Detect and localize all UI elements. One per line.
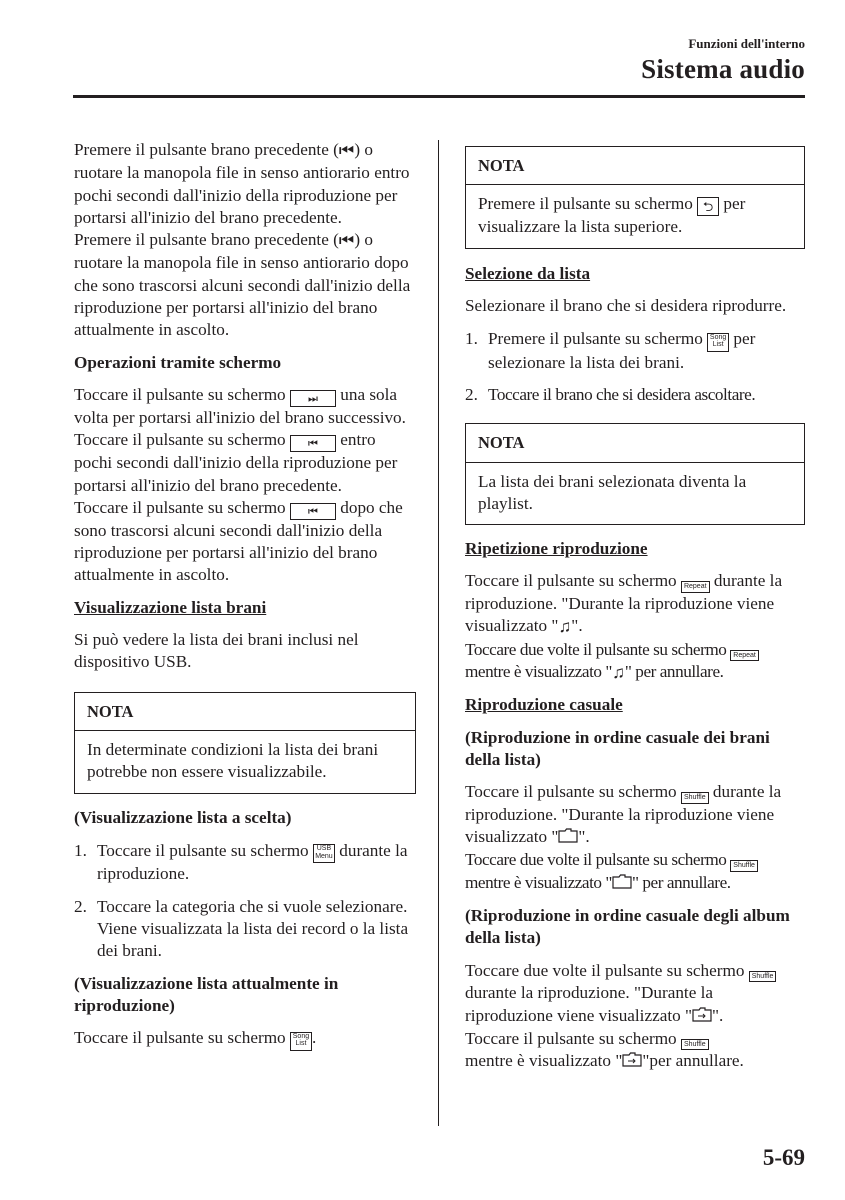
text: ". (578, 827, 590, 847)
folder-icon (558, 827, 578, 849)
text: Toccare due volte il pulsante su schermo (465, 960, 749, 980)
text: Toccare il pulsante su schermo (97, 840, 313, 860)
text: mentre è visualizzato " (465, 662, 612, 682)
heading-operazioni: Operazioni tramite schermo (74, 352, 282, 372)
heading-ripetizione: Ripetizione riproduzione (465, 539, 648, 559)
shuffle-button-icon: Shuffle (681, 792, 709, 804)
text: per selezionare la lista dei brani. (488, 329, 756, 372)
label: USB (316, 845, 332, 853)
section-header: Funzioni dell'interno (688, 36, 805, 51)
text: durante la riproduzione. "Durante la riproduzione viene visualizzato " (465, 571, 783, 636)
paragraph-prev-onscreen (74, 429, 416, 497)
paragraph-usb-list: Si può vedere la lista dei brani inclusi nel dispositivo USB. (74, 630, 359, 672)
label: Menu (315, 852, 333, 860)
steps-list (74, 840, 416, 963)
steps-list (465, 328, 805, 406)
repeat-note-icon: ♫ (558, 617, 572, 637)
text: durante la riproduzione. "Durante la riproduzione viene visualizzato " (465, 782, 782, 847)
left-column (74, 139, 416, 1051)
shuffle-button-icon: Shuffle (730, 860, 758, 872)
text: ". (712, 1005, 724, 1025)
page-number: 5-69 (762, 1145, 805, 1170)
text: ) o ruotare la manopola file in senso antiorario dopo che sono trascorsi alcuni secondi dall'inizio della riproduzione per portarsi all'inizio del brano attualmente in ascolto. (74, 230, 411, 340)
header-rule (73, 95, 805, 98)
note-heading: NOTA (466, 147, 804, 185)
paragraph-shuffle-tracks (465, 781, 805, 895)
paragraph-restart-onscreen (74, 497, 416, 587)
shuffle-button-icon: Shuffle (749, 971, 777, 983)
text: ". (571, 616, 583, 636)
text: Toccare due volte il pulsante su schermo (465, 850, 731, 870)
text: Toccare il pulsante su schermo (74, 1028, 290, 1048)
text: Toccare il pulsante su schermo (74, 497, 290, 517)
text: ) o ruotare la manopola file in senso antiorario entro pochi secondi dall'inizio della riproduzione per portarsi all'inizio del brano precedente. (74, 140, 410, 227)
paragraph-select-track: Selezionare il brano che si desidera riprodurre. (465, 295, 787, 315)
text: Premere il pulsante brano precedente ( (74, 230, 339, 250)
text: dopo che sono trascorsi alcuni secondi dall'inizio della riproduzione per portarsi all'inizio del brano attualmente in ascolto. (74, 497, 403, 585)
paragraph-prev-track (74, 139, 416, 229)
back-list-icon: ⮌ (697, 197, 719, 216)
song-list-button-icon (290, 1032, 312, 1051)
heading-casuale-brani: (Riproduzione in ordine casuale dei brani della lista) (465, 727, 770, 769)
text: Toccare il pulsante su schermo (74, 384, 290, 404)
step-number: 2. (465, 384, 478, 404)
heading-casuale-album: (Riproduzione in ordine casuale degli album della lista) (465, 906, 790, 948)
paragraph-repeat (465, 570, 805, 684)
step-number: 1. (465, 329, 478, 349)
prev-track-button-icon: ⏮ (290, 503, 336, 520)
shuffle-button-icon: Shuffle (681, 1039, 709, 1051)
text: Toccare la categoria che si vuole selezionare. Viene visualizzata la lista dei record o la lista dei brani. (97, 896, 409, 961)
text: Toccare due volte il pulsante su schermo (465, 639, 731, 659)
note-body (466, 185, 804, 247)
text: entro pochi secondi dall'inizio della riproduzione per portarsi all'inizio del brano precedente. (74, 430, 398, 495)
paragraph-song-list (74, 1027, 416, 1051)
step-number: 2. (74, 896, 87, 916)
text: per visualizzare la lista superiore. (478, 194, 746, 237)
text: durante la riproduzione. (97, 840, 408, 884)
note-body: La lista dei brani selezionata diventa la playlist. (478, 471, 747, 513)
text: Premere il pulsante brano precedente ( (74, 140, 339, 159)
paragraph-prev-track-2 (74, 229, 416, 341)
folder-shuffle-icon (692, 1006, 712, 1028)
text: mentre è visualizzato " (465, 1051, 623, 1071)
text: Toccare il brano che si desidera ascoltare. (488, 384, 756, 404)
list-item (74, 896, 416, 963)
text: Premere il pulsante su schermo (478, 194, 698, 214)
paragraph-next-onscreen (74, 384, 416, 429)
text: Toccare il pulsante su schermo (465, 571, 681, 591)
heading-visualizzazione: Visualizzazione lista brani (74, 597, 267, 617)
heading-lista-scelta: (Visualizzazione lista a scelta) (74, 807, 292, 827)
repeat-button-icon: Repeat (681, 581, 710, 593)
text: Toccare il pulsante su schermo (465, 1028, 681, 1048)
step-number: 1. (74, 840, 87, 860)
repeat-note-icon: ♫ (612, 663, 625, 683)
song-list-button-icon (707, 333, 729, 352)
usb-menu-button-icon (313, 844, 335, 863)
label: Song (709, 333, 727, 341)
column-divider (438, 140, 439, 1126)
folder-icon (612, 873, 632, 895)
list-item (465, 384, 805, 406)
folder-shuffle-icon (622, 1051, 642, 1073)
heading-selezione: Selezione da lista (465, 263, 591, 283)
text: "per annullare. (642, 1051, 744, 1071)
repeat-button-icon: Repeat (730, 650, 759, 662)
note-box (465, 423, 805, 525)
right-column (465, 146, 805, 1074)
heading-casuale: Riproduzione casuale (465, 695, 623, 715)
label: Song (292, 1032, 310, 1040)
note-box (74, 692, 416, 794)
prev-track-button-icon: ⏮ (290, 435, 336, 452)
text: " per annullare. (624, 662, 724, 682)
paragraph-shuffle-albums (465, 960, 805, 1074)
note-body: In determinate condizioni la lista dei brani potrebbe non essere visualizzabile. (87, 739, 379, 782)
page-title: Sistema audio (641, 54, 805, 84)
label: List (712, 341, 724, 349)
prev-track-icon: ⏮ (338, 231, 355, 251)
text: Toccare il pulsante su schermo (465, 782, 681, 802)
text: mentre è visualizzato " (465, 872, 612, 892)
note-heading: NOTA (466, 424, 804, 462)
list-item (74, 840, 416, 886)
heading-lista-attuale: (Visualizzazione lista attualmente in riproduzione) (74, 973, 339, 1015)
text: Toccare il pulsante su schermo (74, 430, 290, 450)
text: " per annullare. (632, 872, 731, 892)
note-heading: NOTA (75, 693, 415, 731)
text: Premere il pulsante su schermo (488, 329, 708, 349)
text: durante la riproduzione. "Durante la riproduzione viene visualizzato " (465, 983, 714, 1025)
label: List (295, 1040, 307, 1048)
note-box (465, 146, 805, 249)
prev-track-icon: ⏮ (338, 141, 355, 160)
text: . (311, 1028, 317, 1048)
list-item (465, 328, 805, 374)
text: una sola volta per portarsi all'inizio del brano successivo. (74, 384, 406, 427)
next-track-button-icon: ⏭ (290, 390, 336, 407)
